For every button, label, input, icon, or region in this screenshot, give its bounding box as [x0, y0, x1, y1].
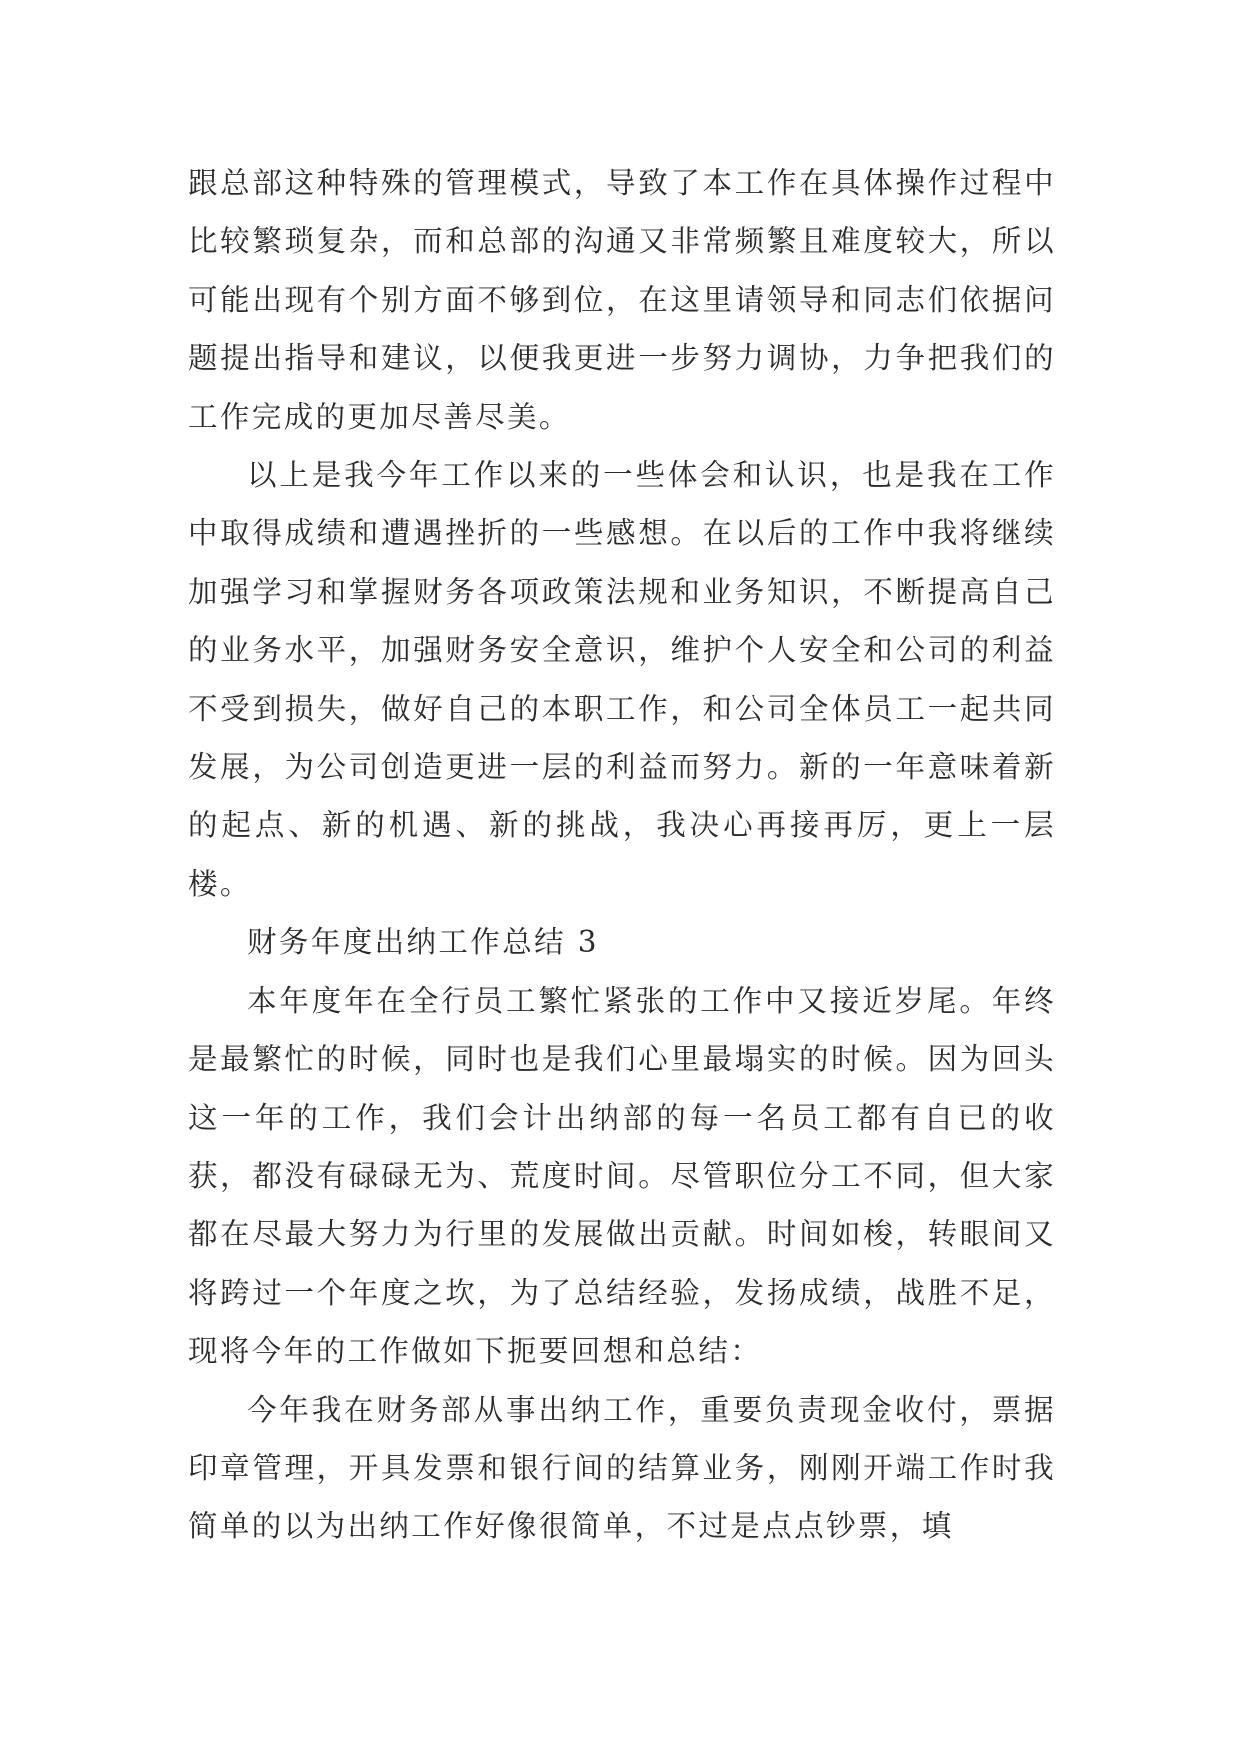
paragraph-intro: 本年度年在全行员工繁忙紧张的工作中又接近岁尾。年终是最繁忙的时候，同时也是我们心里最塌实的时候。因为回头这一年的工作，我们会计出纳部的每一名员工都有自已的收获，都没有碌碌无为、荒度时间。尽管职位分工不同，但大家都在尽最大努力为行里的发展做出贡献。时间如梭，转眼间又将跨过一个年度之坎，为了总结经验，发扬成绩，战胜不足，现将今年的工作做如下扼要回想和总结： [188, 983, 1056, 1369]
paragraph-duties: 今年我在财务部从事出纳工作，重要负责现金收付，票据印章管理，开具发票和银行间的结算业务，刚刚开端工作时我简单的以为出纳工作好像很简单，不过是点点钞票，填 [188, 1392, 1056, 1544]
section-heading: 财务年度出纳工作总结 3 [247, 925, 599, 960]
document-page [188, 154, 1056, 1556]
paragraph-summary: 以上是我今年工作以来的一些体会和认识，也是我在工作中取得成绩和遭遇挫折的一些感想。在以后的工作中我将继续加强学习和掌握财务各项政策法规和业务知识，不断提高自己的业务水平，加强财务安全意识，维护个人安全和公司的利益不受到损失，做好自己的本职工作，和公司全体员工一起共同发展，为公司创造更进一层的利益而努力。新的一年意味着新的起点、新的机遇、新的挑战，我决心再接再厉，更上一层楼。 [188, 458, 1056, 901]
paragraph-continuation: 跟总部这种特殊的管理模式，导致了本工作在具体操作过程中比较繁琐复杂，而和总部的沟通又非常频繁且难度较大，所以可能出现有个别方面不够到位，在这里请领导和同志们依据问题提出指导和建议，以便我更进一步努力调协，力争把我们的工作完成的更加尽善尽美。 [188, 166, 1056, 434]
